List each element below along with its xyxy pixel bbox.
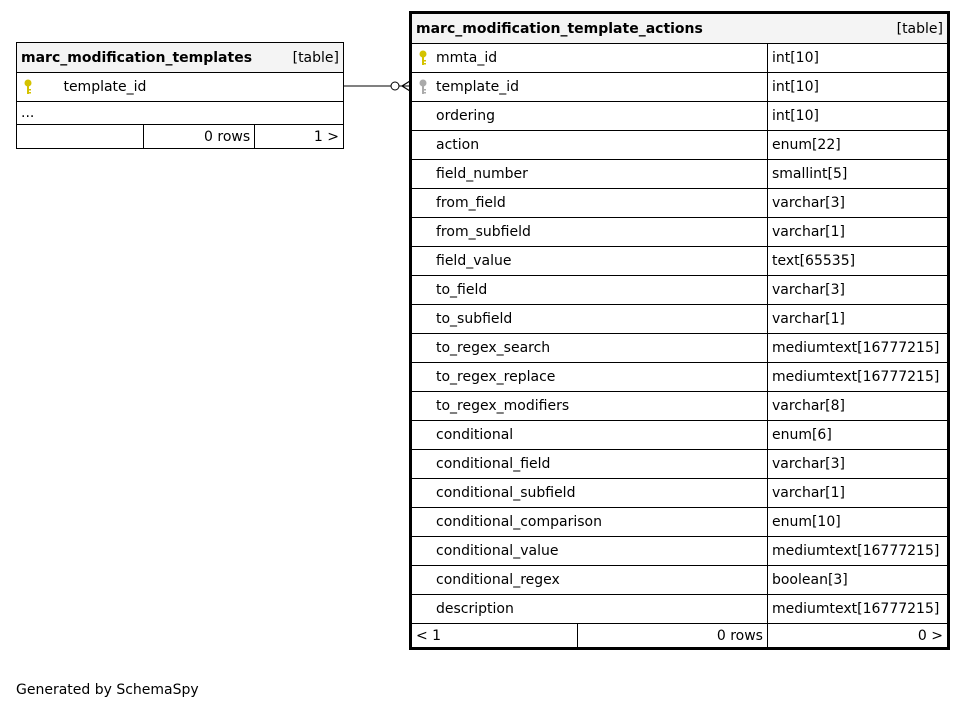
footer-row-count: 0 rows <box>577 624 767 649</box>
column-cell <box>411 450 768 479</box>
table-marc-modification-template-actions <box>409 11 950 650</box>
footer-children[interactable]: 1 > <box>255 125 344 149</box>
footer-row-count: 0 rows <box>144 125 255 149</box>
optional-marker-icon <box>391 82 399 90</box>
column-type: varchar[1] <box>767 218 948 247</box>
foreign-key-icon <box>416 78 430 96</box>
column-type: mediumtext[16777215] <box>767 537 948 566</box>
table-row <box>411 566 949 595</box>
column-name[interactable]: conditional_field <box>436 456 551 472</box>
table-row <box>411 131 949 160</box>
column-type: varchar[3] <box>767 450 948 479</box>
column-cell <box>411 247 768 276</box>
column-cell <box>411 392 768 421</box>
column-cell <box>411 73 768 102</box>
table-row <box>411 392 949 421</box>
column-cell <box>411 276 768 305</box>
column-cell <box>411 305 768 334</box>
column-name[interactable]: conditional_comparison <box>436 514 602 530</box>
footer-children[interactable]: 0 > <box>767 624 948 649</box>
column-name[interactable]: field_number <box>436 166 528 182</box>
column-name[interactable]: conditional_value <box>436 543 559 559</box>
table-row <box>411 160 949 189</box>
column-cell <box>411 537 768 566</box>
table-row <box>411 189 949 218</box>
column-type: text[65535] <box>767 247 948 276</box>
table-name[interactable]: marc_modification_template_actions <box>416 20 703 37</box>
column-type: int[10] <box>767 73 948 102</box>
table-row <box>411 44 949 73</box>
column-name[interactable]: to_regex_modifiers <box>436 398 570 414</box>
column-cell <box>411 363 768 392</box>
column-cell <box>411 189 768 218</box>
column-type: varchar[8] <box>767 392 948 421</box>
table-header <box>411 13 949 44</box>
column-cell <box>411 334 768 363</box>
table-name[interactable]: marc_modification_templates <box>21 49 253 66</box>
column-type: enum[22] <box>767 131 948 160</box>
column-type: varchar[3] <box>767 276 948 305</box>
column-name[interactable]: to_field <box>436 282 488 298</box>
column-cell <box>411 595 768 624</box>
column-type: enum[6] <box>767 421 948 450</box>
column-name[interactable]: description <box>436 601 514 617</box>
column-cell <box>411 566 768 595</box>
table-row <box>411 508 949 537</box>
column-name[interactable]: action <box>436 137 480 153</box>
table-row <box>411 276 949 305</box>
column-cell <box>411 102 768 131</box>
table-row <box>411 218 949 247</box>
column-name[interactable]: from_field <box>436 195 506 211</box>
table-kind: [table] <box>292 49 339 66</box>
table-row <box>411 363 949 392</box>
table-row <box>411 334 949 363</box>
table-row <box>411 247 949 276</box>
column-name[interactable]: to_subfield <box>436 311 513 327</box>
column-type: mediumtext[16777215] <box>767 334 948 363</box>
column-name[interactable]: conditional <box>436 427 514 443</box>
column-type: varchar[1] <box>767 305 948 334</box>
table-kind: [table] <box>896 20 943 37</box>
table-row <box>411 421 949 450</box>
table-footer <box>411 624 949 649</box>
column-type: enum[10] <box>767 508 948 537</box>
column-cell <box>411 479 768 508</box>
column-cell <box>411 508 768 537</box>
table-row <box>411 450 949 479</box>
column-name[interactable]: mmta_id <box>436 50 498 66</box>
footer-parents[interactable]: < 1 <box>411 624 578 649</box>
table-row <box>411 73 949 102</box>
column-type: varchar[1] <box>767 479 948 508</box>
column-cell <box>411 421 768 450</box>
column-cell <box>411 44 768 73</box>
primary-key-icon <box>416 49 430 67</box>
column-name[interactable]: conditional_regex <box>436 572 560 588</box>
column-type: int[10] <box>767 102 948 131</box>
column-name[interactable]: to_regex_search <box>436 340 551 356</box>
column-type: int[10] <box>767 44 948 73</box>
column-name[interactable]: template_id <box>63 79 147 95</box>
ellipsis: ... <box>17 102 344 125</box>
table-row <box>411 537 949 566</box>
column-name[interactable]: from_subfield <box>436 224 531 240</box>
column-type: varchar[3] <box>767 189 948 218</box>
column-type: mediumtext[16777215] <box>767 595 948 624</box>
column-name[interactable]: conditional_subfield <box>436 485 576 501</box>
column-name[interactable]: field_value <box>436 253 512 269</box>
column-type: mediumtext[16777215] <box>767 363 948 392</box>
column-name[interactable]: ordering <box>436 108 495 124</box>
generated-by-label: Generated by SchemaSpy <box>16 682 199 698</box>
table-row <box>411 595 949 624</box>
column-type: boolean[3] <box>767 566 948 595</box>
column-name[interactable]: template_id <box>436 79 519 95</box>
table-row <box>411 479 949 508</box>
column-cell <box>411 218 768 247</box>
column-cell <box>411 131 768 160</box>
table-row <box>411 102 949 131</box>
column-type: smallint[5] <box>767 160 948 189</box>
column-cell <box>411 160 768 189</box>
table-row <box>411 305 949 334</box>
column-name[interactable]: to_regex_replace <box>436 369 556 385</box>
